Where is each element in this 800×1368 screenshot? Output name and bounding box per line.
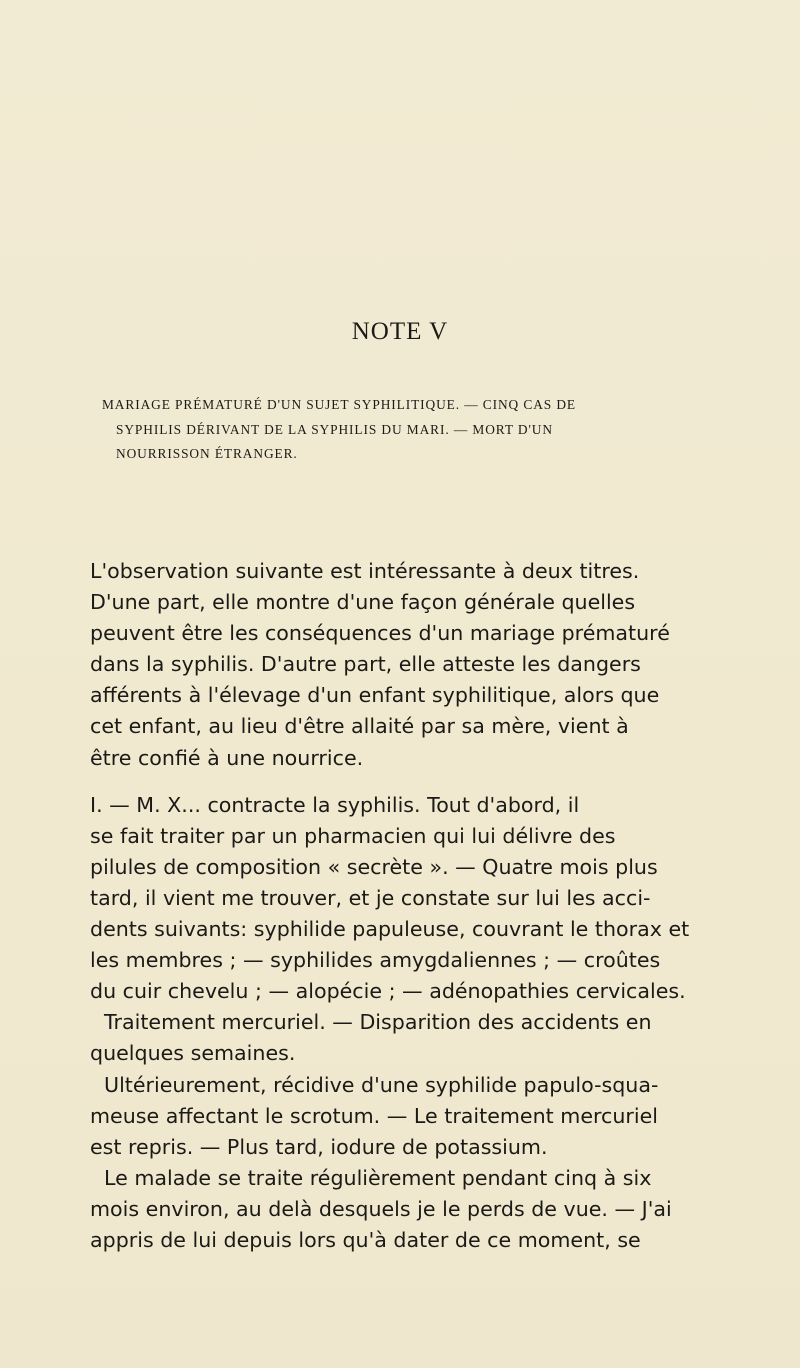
paragraph-intro (90, 556, 720, 774)
paragraph-gap (90, 774, 720, 790)
text-line: du cuir chevelu ; — alopécie ; — adénopathies cervicales. (90, 979, 686, 1004)
text-line: Traitement mercuriel. — Disparition des accidents en (104, 1010, 652, 1035)
text-line: se fait traiter par un pharmacien qui lui délivre des (90, 823, 616, 848)
text-line: dents suivants: syphilide papuleuse, couvrant le thorax et (90, 917, 690, 942)
text-line: appris de lui depuis lors qu'à dater de ce moment, se (90, 1227, 641, 1252)
text-line: peuvent être les conséquences d'un mariage prématuré (90, 621, 670, 646)
body-text (90, 556, 720, 1256)
text-line: être confié à une nourrice. (90, 745, 364, 770)
text-line: pilules de composition « secrète ». — Quatre mois plus (90, 854, 658, 879)
paragraph-case-one (90, 790, 720, 1008)
text-line: meuse affectant le scrotum. — Le traitement mercuriel (90, 1103, 658, 1128)
text-line: afférents à l'élevage d'un enfant syphilitique, alors que (90, 683, 660, 708)
text-line: D'une part, elle montre d'une façon générale quelles (90, 590, 636, 615)
text-line: cet enfant, au lieu d'être allaité par sa mère, vient à (90, 714, 629, 739)
text-line: L'observation suivante est intéressante à deux titres. (90, 559, 640, 583)
note-subtitle (102, 393, 722, 467)
paragraph-treatment (90, 1007, 720, 1069)
text-line: Ultérieurement, récidive d'une syphilide papulo-squa- (104, 1072, 659, 1097)
text-line: quelques semaines. (90, 1041, 296, 1066)
text-line: Le malade se traite régulièrement pendant cinq à six (104, 1165, 652, 1190)
subtitle-line: NOURRISSON ÉTRANGER. (116, 446, 298, 461)
text-line: dans la syphilis. D'autre part, elle atteste les dangers (90, 652, 641, 677)
text-line: mois environ, au delà desquels je le perds de vue. — J'ai (90, 1196, 672, 1221)
text-line: est repris. — Plus tard, iodure de potassium. (90, 1134, 548, 1159)
text-line: tard, il vient me trouver, et je constate sur lui les acci- (90, 885, 651, 910)
subtitle-line: MARIAGE PRÉMATURÉ D'UN SUJET SYPHILITIQUE. — CINQ CAS DE (102, 397, 577, 412)
note-title: NOTE V (351, 318, 449, 345)
text-line: les membres ; — syphilides amygdaliennes ; — croûtes (90, 948, 661, 973)
paragraph-recurrence (90, 1070, 720, 1163)
subtitle-line: SYPHILIS DÉRIVANT DE LA SYPHILIS DU MARI. — MORT D'UN (116, 421, 553, 437)
paragraph-follow-up (90, 1163, 720, 1256)
text-line: I. — M. X... contracte la syphilis. Tout d'abord, il (90, 792, 580, 817)
